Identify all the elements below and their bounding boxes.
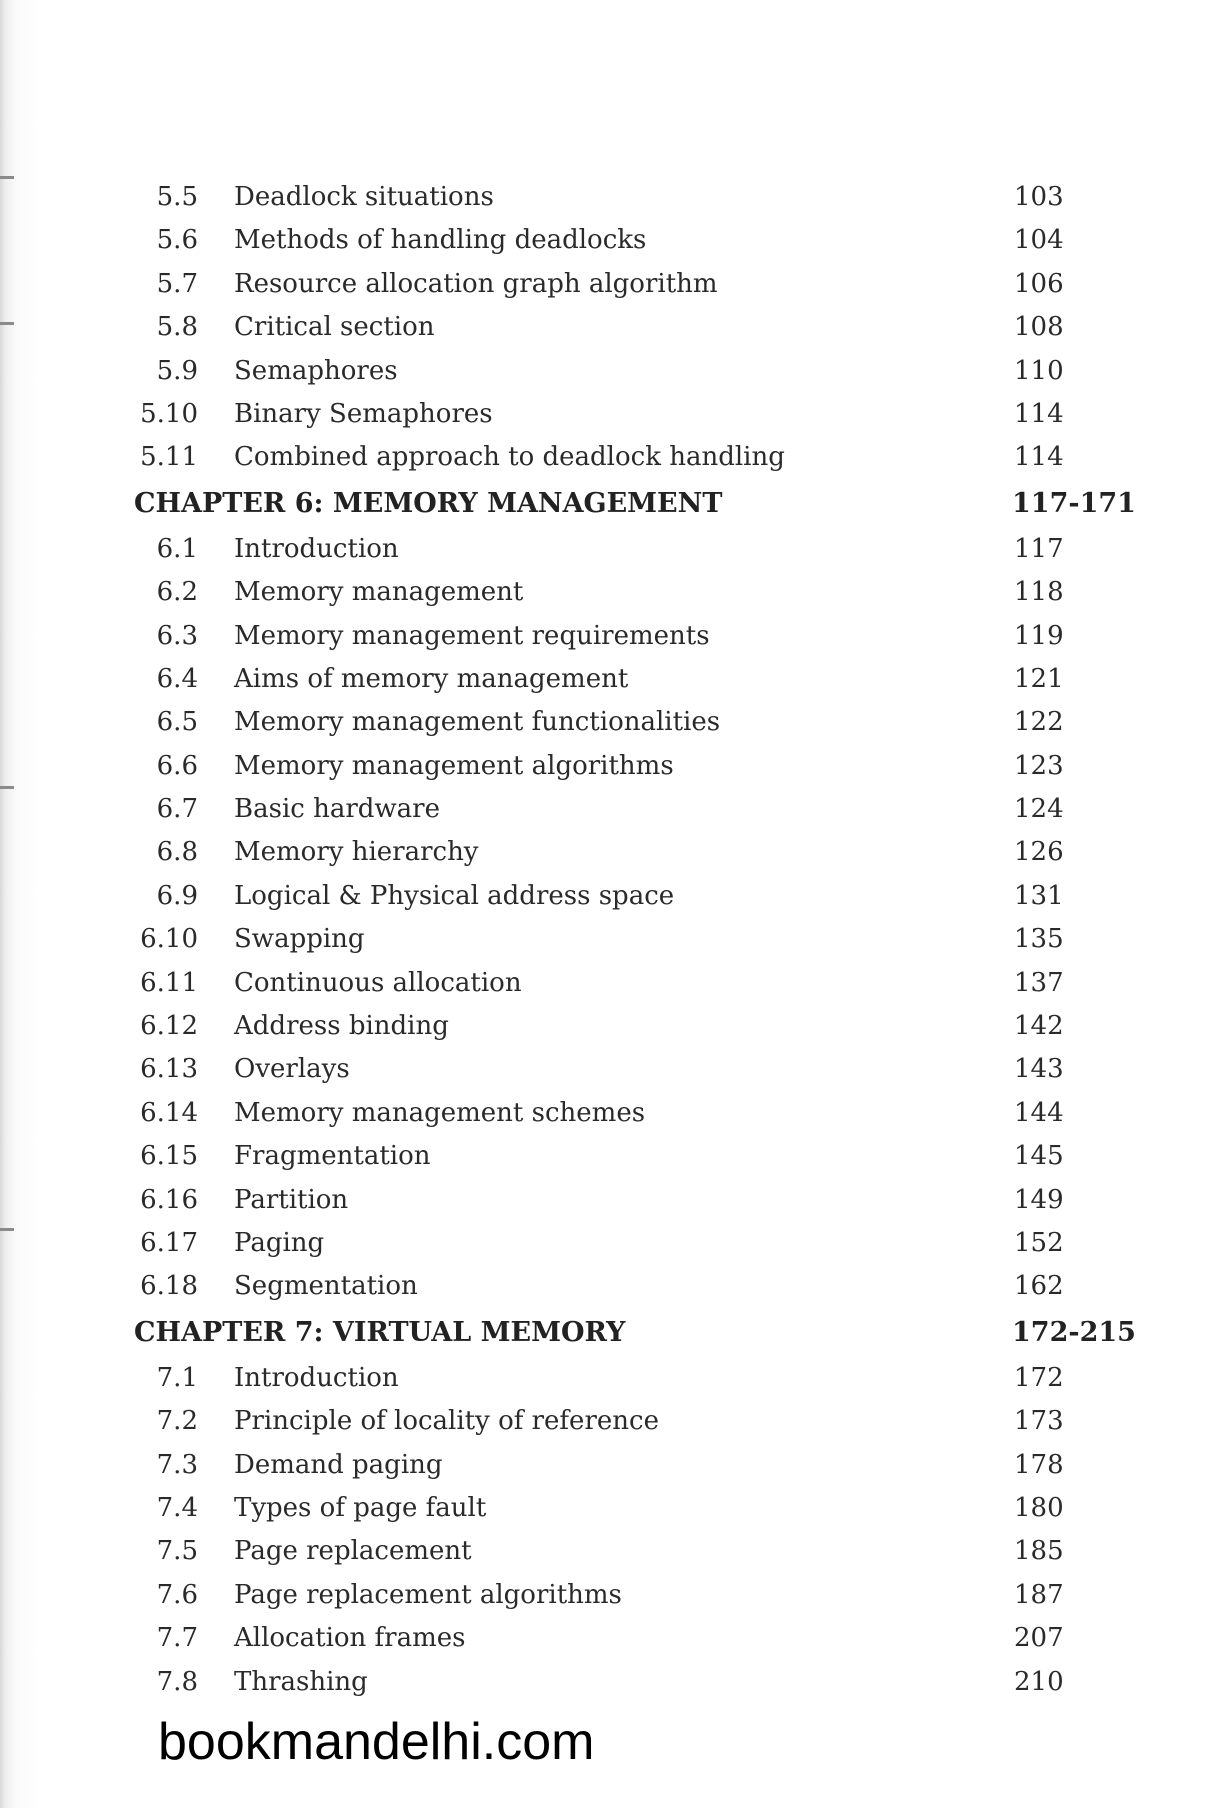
section-number: 7.4 [156,1492,198,1523]
section-number: 6.11 [140,967,198,998]
page-number: 104 [1014,225,1064,256]
section-number: 7.7 [156,1623,198,1654]
page-number: 162 [1014,1271,1064,1302]
section-title: Allocation frames [234,1623,466,1654]
page-number: 145 [1014,1141,1064,1172]
page-number: 172 [1014,1362,1064,1393]
section-title: Overlays [234,1054,350,1085]
toc-entry [0,1530,1214,1573]
section-number: 6.18 [140,1271,198,1302]
page-number: 119 [1014,620,1064,651]
toc-entry [0,571,1214,614]
toc-entry [0,219,1214,262]
section-number: 6.6 [156,750,198,781]
section-title: Paging [234,1227,325,1258]
toc-entry [0,1617,1214,1660]
toc-entry [0,788,1214,831]
page-number: 114 [1014,398,1064,429]
section-number: 6.1 [156,533,198,564]
toc-entry [0,528,1214,571]
toc-entry [0,962,1214,1005]
page-number: 173 [1014,1406,1064,1437]
toc-entry [0,1135,1214,1178]
section-title: Memory management [234,577,524,608]
toc-entry [0,1444,1214,1487]
page-number: 149 [1014,1184,1064,1215]
toc-entry [0,1357,1214,1400]
page-number: 122 [1014,707,1064,738]
page-number: 131 [1014,880,1064,911]
page-number: 137 [1014,967,1064,998]
section-number: 6.13 [140,1054,198,1085]
toc-entry [0,1400,1214,1443]
section-title: Basic hardware [234,794,440,825]
section-number: 7.1 [156,1362,198,1393]
page-number: 185 [1014,1536,1064,1567]
page-number: 207 [1014,1623,1064,1654]
section-title: Address binding [234,1011,449,1042]
page-number: 123 [1014,750,1064,781]
toc-entry [0,436,1214,479]
section-number: 5.5 [156,182,198,212]
section-title: Combined approach to deadlock handling [234,442,785,473]
watermark: bookmandelhi.com [158,1713,595,1771]
page-number: 187 [1014,1579,1064,1610]
toc-entry [0,1179,1214,1222]
toc-entry [0,1661,1214,1704]
chapter-title: CHAPTER 6: MEMORY MANAGEMENT [134,487,723,519]
toc-entry [0,350,1214,393]
toc-entry [0,615,1214,658]
section-title: Resource allocation graph algorithm [234,268,718,299]
section-number: 7.5 [156,1536,198,1567]
section-number: 5.7 [156,268,198,299]
section-number: 6.5 [156,707,198,738]
section-title: Page replacement algorithms [234,1579,622,1610]
section-number: 7.8 [156,1666,198,1697]
section-number: 6.3 [156,620,198,651]
section-number: 7.6 [156,1579,198,1610]
section-title: Page replacement [234,1536,472,1567]
section-number: 7.2 [156,1406,198,1437]
page-number: 152 [1014,1227,1064,1258]
section-number: 5.10 [140,398,198,429]
chapter-page-range: 172-215 [1012,1316,1136,1348]
section-number: 5.6 [156,225,198,256]
toc-entry [0,1222,1214,1265]
section-title: Partition [234,1184,349,1215]
section-number: 6.15 [140,1141,198,1172]
section-number: 5.11 [140,442,198,473]
section-title: Deadlock situations [234,182,494,212]
section-title: Types of page fault [234,1492,487,1523]
page-number: 178 [1014,1449,1064,1480]
section-title: Logical & Physical address space [234,880,675,911]
toc-entry [0,745,1214,788]
page-number: 106 [1014,268,1064,299]
toc-entry [0,658,1214,701]
section-title: Swapping [234,924,365,955]
section-title: Memory hierarchy [234,837,479,868]
toc-entry [0,176,1214,219]
chapter-heading [0,1309,1214,1357]
section-title: Memory management requirements [234,620,710,651]
toc-entry [0,1574,1214,1617]
table-of-contents [0,176,1214,1704]
section-number: 6.8 [156,837,198,868]
section-title: Thrashing [234,1666,368,1697]
section-number: 6.14 [140,1097,198,1128]
toc-entry [0,831,1214,874]
toc-entry [0,393,1214,436]
section-title: Introduction [234,1362,399,1393]
page-number: 124 [1014,794,1064,825]
section-title: Memory management schemes [234,1097,646,1128]
section-title: Introduction [234,533,399,564]
section-number: 6.12 [140,1011,198,1042]
page-number: 117 [1014,533,1064,564]
page-number: 118 [1014,577,1064,608]
section-number: 6.16 [140,1184,198,1215]
section-title: Demand paging [234,1449,443,1480]
section-number: 6.17 [140,1227,198,1258]
section-title: Methods of handling deadlocks [234,225,647,256]
toc-entry [0,1265,1214,1308]
section-title: Critical section [234,312,435,343]
toc-entry [0,1487,1214,1530]
section-title: Principle of locality of reference [234,1406,659,1437]
toc-entry [0,1048,1214,1091]
toc-entry [0,1005,1214,1048]
section-number: 5.9 [156,355,198,386]
chapter-heading [0,480,1214,528]
page-number: 210 [1014,1666,1064,1697]
section-title: Segmentation [234,1271,418,1302]
chapter-title: CHAPTER 7: VIRTUAL MEMORY [134,1316,626,1348]
page-number: 135 [1014,924,1064,955]
page-number: 144 [1014,1097,1064,1128]
section-title: Aims of memory management [234,663,629,694]
toc-entry [0,875,1214,918]
toc-entry [0,306,1214,349]
section-number: 6.7 [156,794,198,825]
section-title: Memory management algorithms [234,750,674,781]
section-title: Memory management functionalities [234,707,721,738]
page-number: 110 [1014,355,1064,386]
page-number: 121 [1014,663,1064,694]
toc-entry [0,701,1214,744]
section-number: 5.8 [156,312,198,343]
section-number: 7.3 [156,1449,198,1480]
page-number: 114 [1014,442,1064,473]
section-number: 6.10 [140,924,198,955]
section-title: Binary Semaphores [234,398,493,429]
page-number: 143 [1014,1054,1064,1085]
toc-entry [0,918,1214,961]
page-number: 180 [1014,1492,1064,1523]
section-number: 6.4 [156,663,198,694]
chapter-page-range: 117-171 [1012,487,1136,519]
section-number: 6.9 [156,880,198,911]
page-number: 103 [1014,182,1064,212]
toc-entry [0,263,1214,306]
page-number: 108 [1014,312,1064,343]
toc-entry [0,1092,1214,1135]
section-number: 6.2 [156,577,198,608]
section-title: Fragmentation [234,1141,431,1172]
section-title: Continuous allocation [234,967,522,998]
page-number: 126 [1014,837,1064,868]
page-number: 142 [1014,1011,1064,1042]
section-title: Semaphores [234,355,398,386]
